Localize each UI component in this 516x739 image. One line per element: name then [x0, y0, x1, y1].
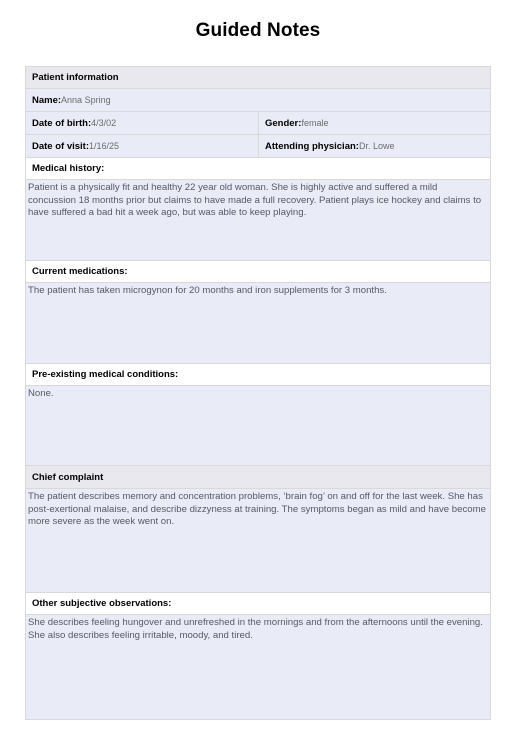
name-value: Anna Spring [61, 95, 111, 105]
attending-physician-field[interactable] [258, 135, 490, 157]
chief-complaint-header [26, 466, 490, 489]
name-field[interactable] [26, 89, 117, 111]
pre-existing-text: None. [28, 388, 54, 399]
dob-label: Date of birth: [32, 117, 92, 129]
patient-information-header [26, 67, 490, 89]
physician-value: Dr. Lowe [358, 141, 395, 151]
medical-history-label: Medical history: [32, 163, 105, 174]
gender-label: Gender: [265, 117, 302, 129]
guided-notes-form [25, 66, 491, 720]
pre-existing-label: Pre-existing medical conditions: [32, 369, 179, 380]
other-subjective-header [26, 593, 490, 615]
other-subjective-text: She describes feeling hungover and unrefreshed in the mornings and from the afternoons until the evening. She also describes feeling irritable, moody, and tired. [28, 617, 483, 641]
name-row [26, 89, 490, 112]
name-label: Name: [32, 94, 62, 106]
visit-physician-row [26, 135, 490, 158]
other-subjective-label: Other subjective observations: [32, 598, 172, 609]
date-of-birth-field[interactable] [26, 112, 258, 134]
other-subjective-box[interactable] [26, 615, 490, 719]
date-of-visit-field[interactable] [26, 135, 258, 157]
pre-existing-header [26, 364, 490, 386]
chief-complaint-label: Chief complaint [32, 471, 104, 483]
medical-history-header [26, 158, 490, 180]
chief-complaint-box[interactable] [26, 489, 490, 593]
medical-history-box[interactable] [26, 180, 490, 261]
visit-label: Date of visit: [32, 140, 90, 152]
current-medications-box[interactable] [26, 283, 490, 364]
current-medications-label: Current medications: [32, 266, 128, 277]
visit-value: 1/16/25 [89, 141, 120, 151]
dob-value: 4/3/02 [91, 118, 117, 128]
gender-field[interactable] [258, 112, 490, 134]
medical-history-text: Patient is a physically fit and healthy 22 year old woman. She is highly active and suffered a mild concussion 18 months prior but claims to have made a full recovery. Patient plays ice hockey and claims to have suffered a bad hit a week ago, but was able to keep playing. [28, 182, 482, 219]
pre-existing-box[interactable] [26, 386, 490, 466]
patient-information-label: Patient information [32, 72, 119, 83]
current-medications-text: The patient has taken microgynon for 20 months and iron supplements for 3 months. [28, 285, 387, 296]
physician-label: Attending physician: [265, 140, 359, 152]
page-title: Guided Notes [195, 20, 321, 41]
chief-complaint-text: The patient describes memory and concentration problems, ‘brain fog’ on and off for the last week. She has post-exertional malaise, and describe dizzyness at training. The symptoms began as mild and have become more severe as the week went on. [28, 491, 486, 528]
gender-value: female [301, 118, 329, 128]
current-medications-header [26, 261, 490, 283]
dob-gender-row [26, 112, 490, 135]
